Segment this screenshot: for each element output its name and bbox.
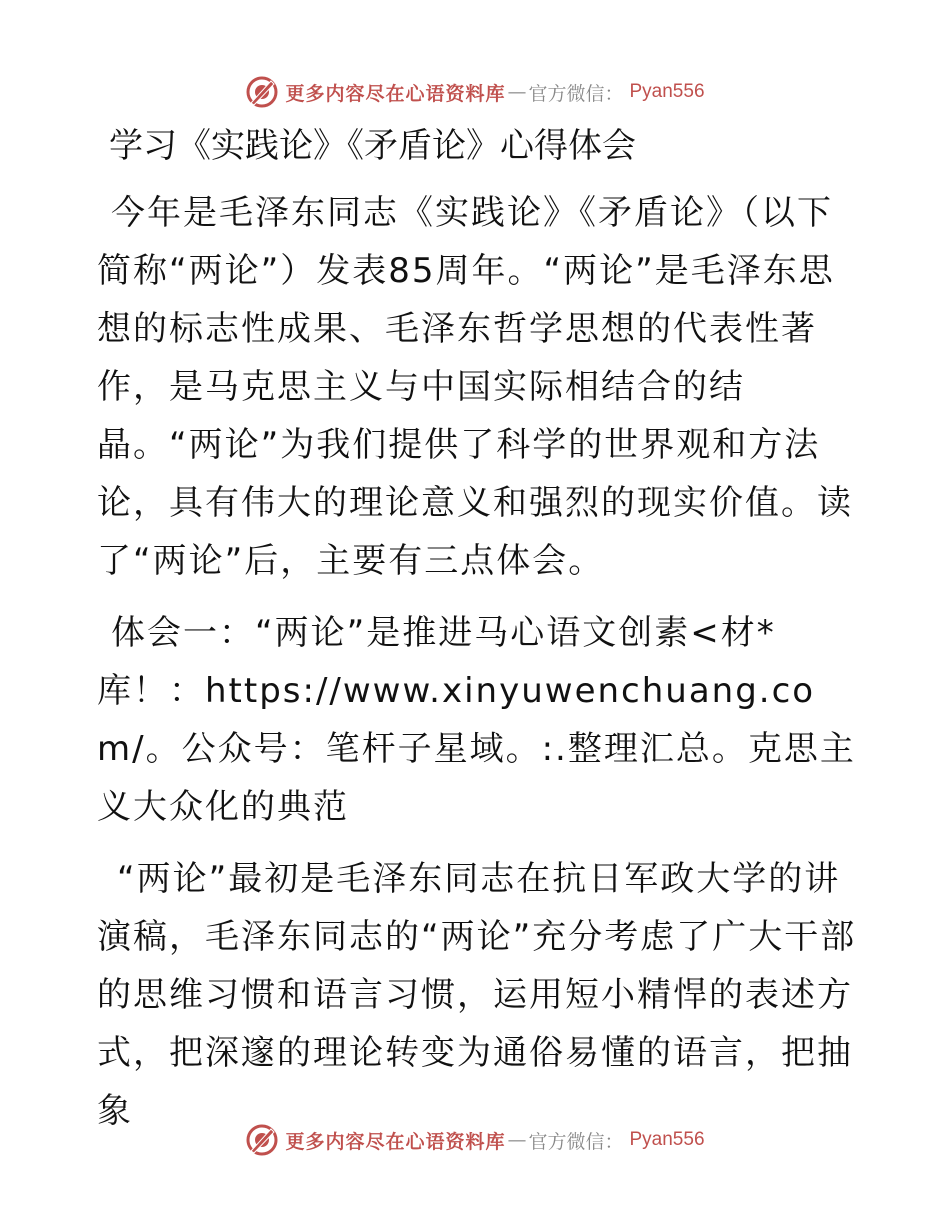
paragraph-insight-one: 体会一：“两论”是推进马心语文创素<材*库！：https://www.xinyuwenchuang.com/。公众号：笔杆子星域。:.整理汇总。克思主义大众化的典范: [97, 613, 856, 827]
watermark-official-label: 官方微信：: [528, 1130, 624, 1153]
paragraph-intro: 今年是毛泽东同志《实践论》《矛盾论》（以下简称“两论”）发表85周年。“两论”是毛泽东思想的标志性成果、毛泽东哲学思想的代表性著作，是马克思主义与中国实际相结合的结晶。“两论”为我们提供了科学的世界观和方法论，具有伟大的理论意义和强烈的现实价值。读了“两论”后，主要有三点体会。: [97, 193, 853, 581]
watermark-text: 更多内容尽在心语资料库: [285, 1130, 506, 1153]
watermark-text: 更多内容尽在心语资料库: [285, 82, 506, 105]
document-title: 学习《实践论》《矛盾论》心得体会: [109, 126, 636, 166]
footer-watermark: [0, 1120, 950, 1160]
document-body: [97, 118, 857, 1154]
watermark-dash: —: [507, 1129, 527, 1151]
watermark-official-label: 官方微信：: [528, 82, 624, 105]
header-watermark: [0, 72, 950, 112]
watermark-wechat-id: Pyan556: [629, 81, 705, 102]
quill-seal-icon: [245, 1123, 279, 1157]
paragraph-lecture: “两论”最初是毛泽东同志在抗日军政大学的讲演稿，毛泽东同志的“两论”充分考虑了广大干部的思维习惯和语言习惯，运用短小精悍的表述方式，把深邃的理论转变为通俗易懂的语言，把抽象: [97, 859, 857, 1131]
watermark-wechat-id: Pyan556: [629, 1129, 705, 1150]
watermark-dash: —: [507, 81, 527, 103]
quill-seal-icon: [245, 75, 279, 109]
